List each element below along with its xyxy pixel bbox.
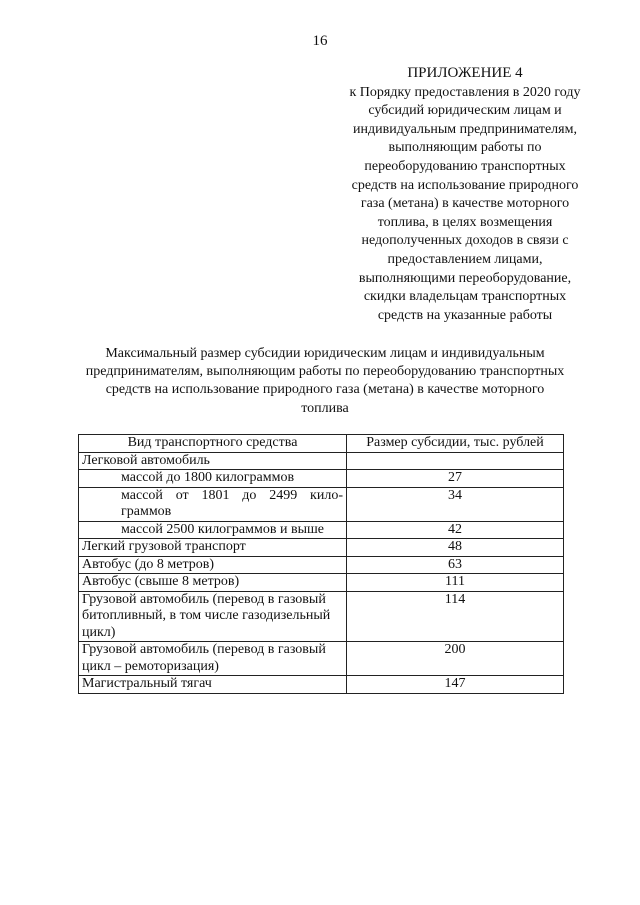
table-row (79, 521, 564, 539)
heading-line: Максимальный размер субсидии юридическим лицам и индивидуальным (105, 346, 545, 361)
subsidy-value-cell: 27 (347, 470, 564, 488)
table-row (79, 574, 564, 592)
subsidy-value-cell: 111 (347, 574, 564, 592)
header-subsidy-amount: Размер субсидии, тыс. рублей (347, 435, 564, 453)
appendix-title: ПРИЛОЖЕНИЕ 4 (407, 65, 523, 81)
subsidy-value-cell: 34 (347, 487, 564, 521)
table-row (79, 470, 564, 488)
subsidy-value-cell (347, 452, 564, 470)
vehicle-type-cell: Грузовой автомобиль (перевод в газовый цикл – ремоторизация) (79, 642, 347, 676)
appendix-line: выполняющим работы по (388, 140, 542, 156)
vehicle-type-cell: Автобус (свыше 8 метров) (79, 574, 347, 592)
heading-line: топлива (301, 400, 349, 416)
vehicle-type-cell: Легкий грузовой транспорт (79, 539, 347, 557)
appendix-line: топлива, в целях возмещения (377, 214, 553, 230)
header-vehicle-type: Вид транспортного средства (79, 435, 347, 453)
subsidy-value-cell: 42 (347, 521, 564, 539)
appendix-line: предоставлением лицами, (387, 251, 543, 267)
vehicle-type-cell: массой до 1800 килограммов (79, 470, 347, 488)
appendix-line: субсидий юридическим лицам и (368, 103, 562, 119)
page-number: 16 (312, 33, 328, 49)
appendix-line: переоборудованию транспортных (364, 158, 566, 174)
vehicle-type-cell: массой от 1801 до 2499 кило-граммов (79, 487, 347, 521)
appendix-line: к Порядку предоставления в 2020 году (349, 84, 581, 100)
table-row (79, 676, 564, 694)
table-row (79, 539, 564, 557)
table-row (79, 452, 564, 470)
appendix-line: скидки владельцам транспортных (363, 289, 567, 305)
subsidy-table (78, 434, 564, 694)
subsidy-value-cell: 147 (347, 676, 564, 694)
subsidy-value-cell: 114 (347, 591, 564, 642)
subsidy-value-cell: 63 (347, 556, 564, 574)
vehicle-type-cell: Магистральный тягач (79, 676, 347, 694)
vehicle-type-cell: Грузовой автомобиль (перевод в газовый битопливный, в том числе газодизельный цикл) (79, 591, 347, 642)
table-row (79, 487, 564, 521)
vehicle-type-cell: Легковой автомобиль (79, 452, 347, 470)
appendix-line: средств на указанные работы (377, 307, 553, 323)
heading-line: предпринимателям, выполняющим работы по переоборудованию транспортных (85, 364, 565, 380)
subsidy-value-cell: 200 (347, 642, 564, 676)
appendix-line: выполняющими переоборудование, (358, 270, 572, 286)
heading-line: средств на использование природного газа (метана) в качестве моторного (105, 382, 545, 398)
subsidy-value-cell: 48 (347, 539, 564, 557)
table-row (79, 642, 564, 676)
table-row (79, 591, 564, 642)
table-header-row (79, 435, 564, 453)
vehicle-type-cell: массой 2500 килограммов и выше (79, 521, 347, 539)
appendix-line: средств на использование природного (351, 177, 579, 193)
document-heading (80, 345, 570, 418)
vehicle-type-cell: Автобус (до 8 метров) (79, 556, 347, 574)
appendix-line: недополученных доходов в связи с (361, 233, 569, 249)
table-row (79, 556, 564, 574)
appendix-line: индивидуальным предпринимателям, (353, 121, 577, 137)
appendix-block (330, 64, 600, 325)
appendix-line: газа (метана) в качестве моторного (360, 196, 570, 212)
